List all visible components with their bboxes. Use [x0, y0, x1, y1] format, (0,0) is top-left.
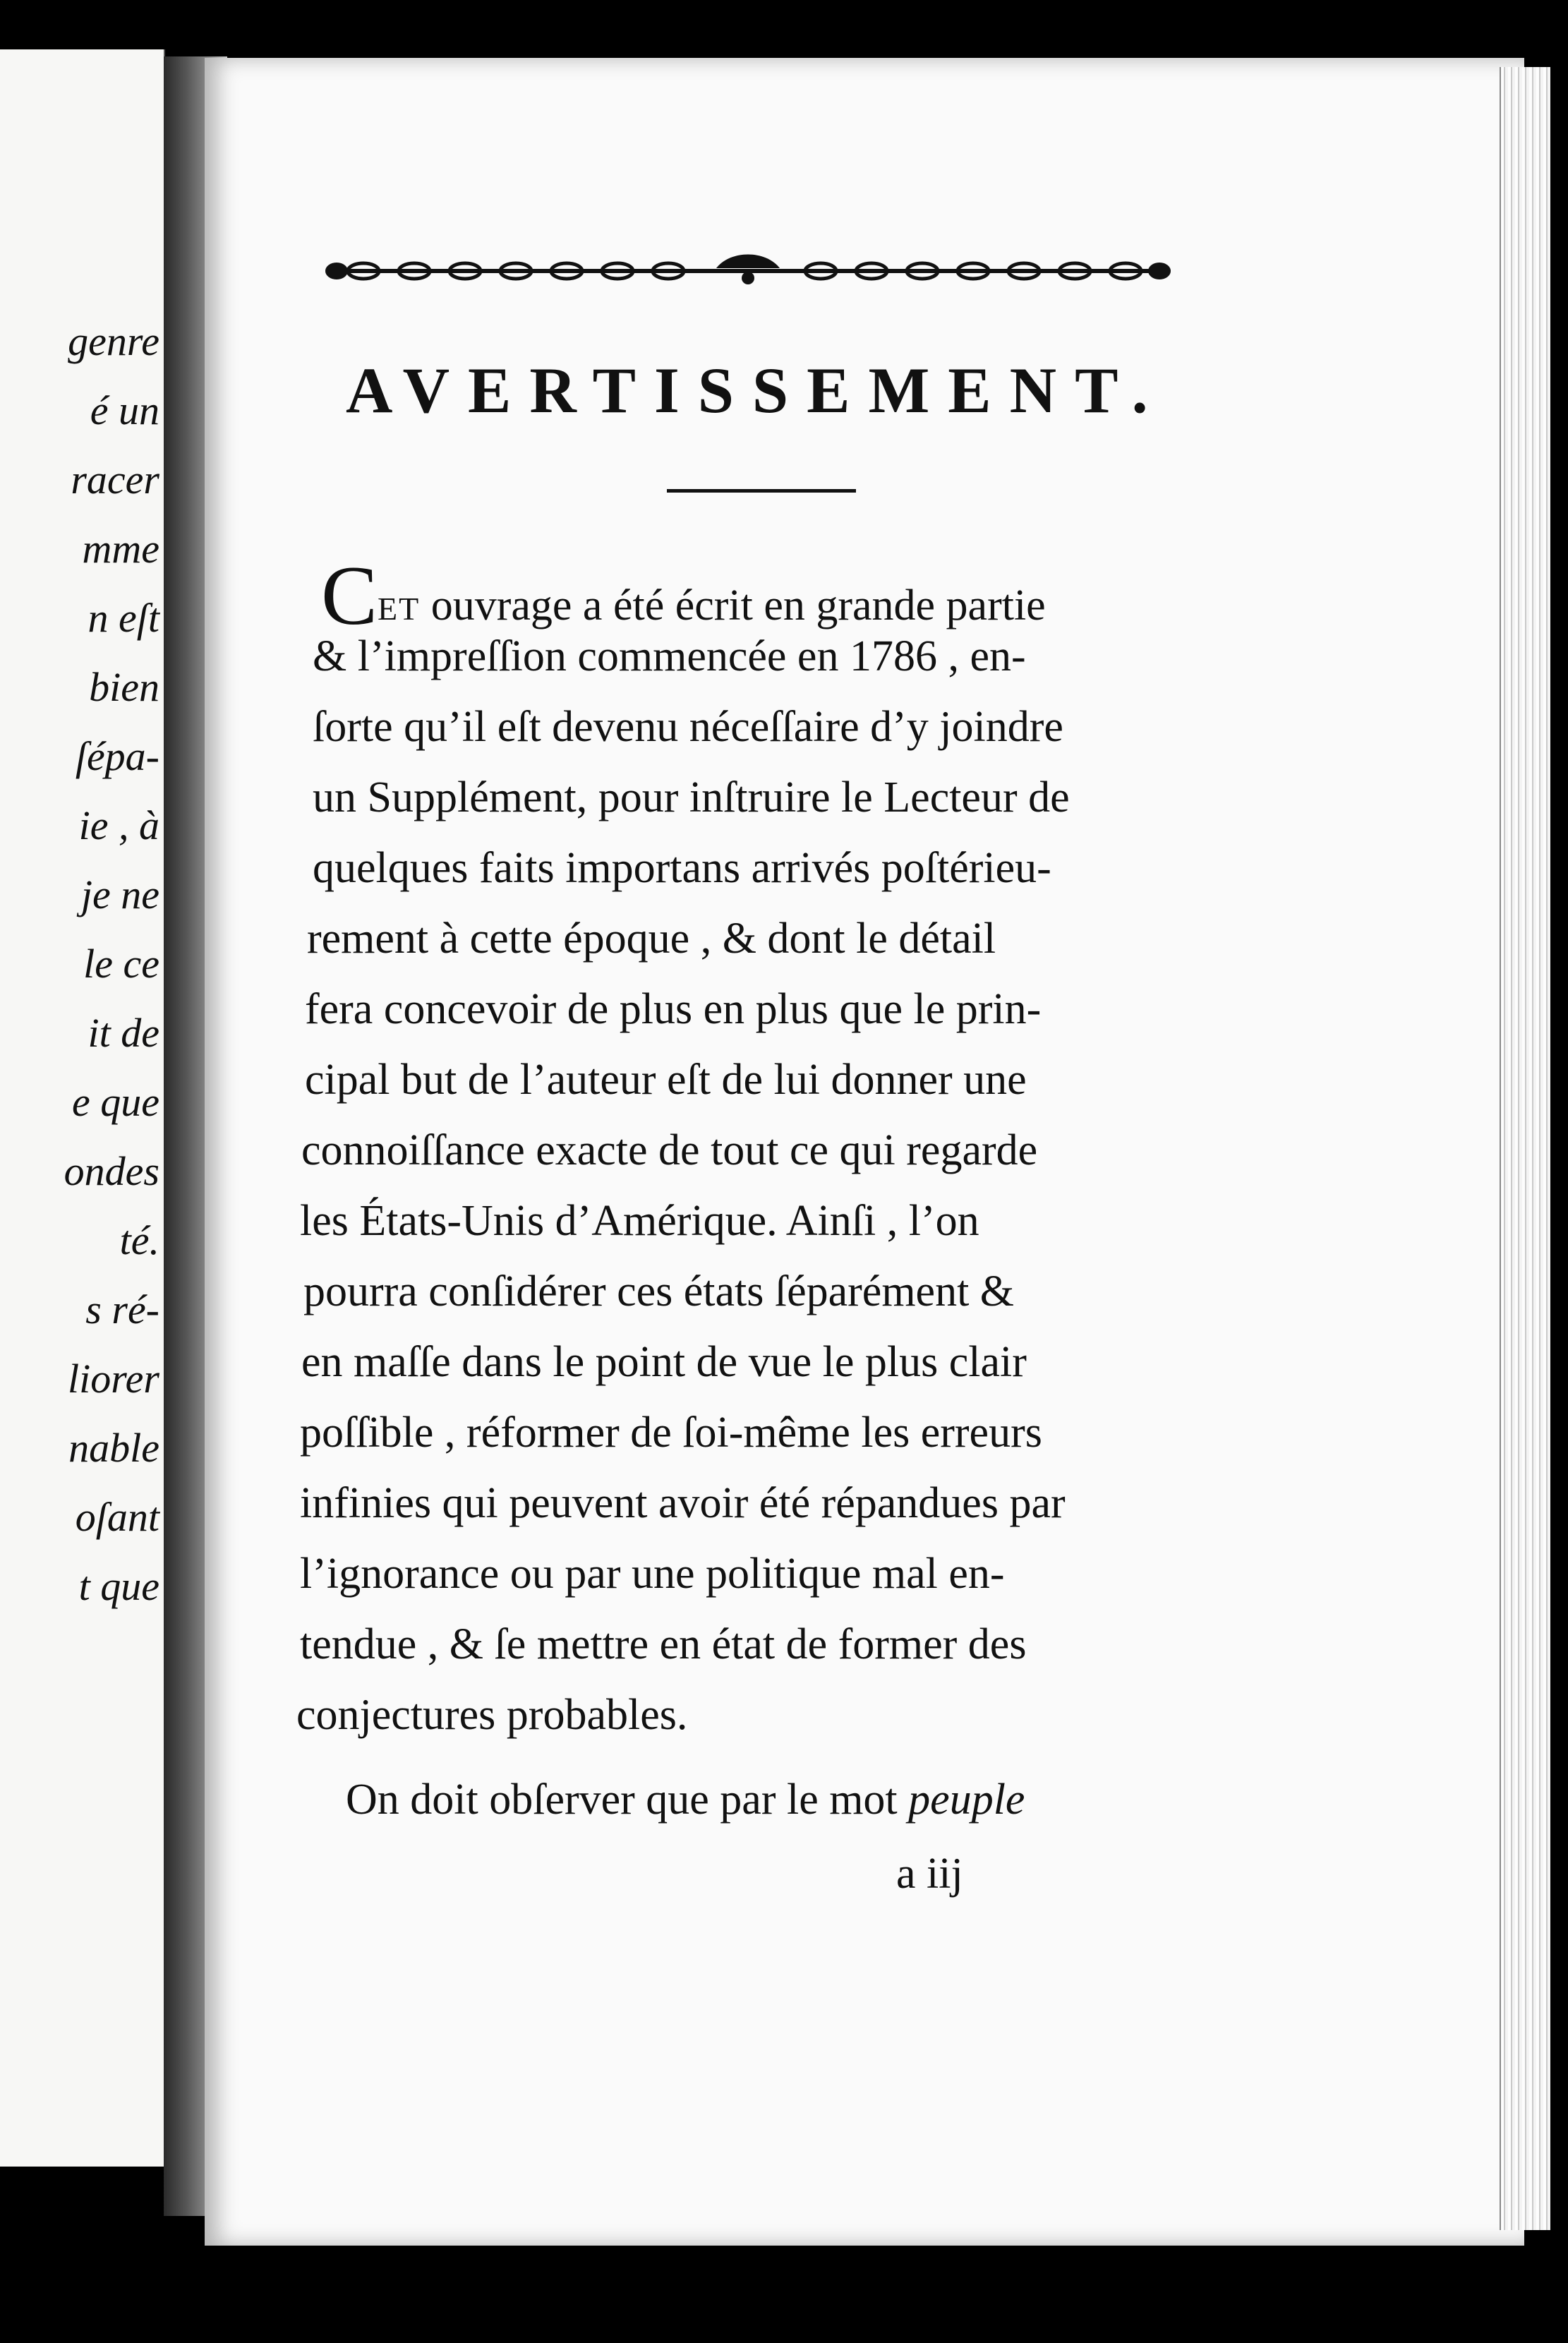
paragraph-line-16: tendue , & ſe mettre en état de former des	[300, 1620, 1027, 1668]
verso-text-fragment: ie , à	[78, 802, 159, 848]
verso-text-fragment: nable	[68, 1425, 159, 1471]
paragraph-line-8: cipal but de l’auteur eſt de lui donner une	[305, 1056, 1027, 1104]
verso-text-fragment: bien	[89, 664, 159, 710]
paragraph-line-12: en maſſe dans le point de vue le plus clair	[301, 1338, 1027, 1386]
verso-text-fragment: genre	[68, 318, 159, 364]
paragraph-line-13: poſſible , réformer de ſoi-même les erreurs	[300, 1409, 1042, 1457]
paragraph-line-9: connoiſſance exacte de tout ce qui regarde	[301, 1126, 1038, 1174]
signature-mark: a iij	[896, 1850, 963, 1898]
small-caps-text: ET	[378, 591, 421, 627]
verso-text-fragment: t que	[78, 1563, 159, 1609]
line-text: ouvrage a été écrit en grande partie	[420, 582, 1046, 630]
paragraph-line-1	[321, 548, 1046, 642]
verso-text-fragment: é un	[90, 387, 159, 433]
verso-text-fragment: je ne	[80, 872, 159, 917]
verso-text-fragment: n eſt	[88, 595, 159, 641]
verso-text-fragment: ondes	[64, 1148, 159, 1194]
paragraph-line-10: les États-Unis d’Amérique. Ainſi , l’on	[300, 1197, 979, 1245]
paragraph-line-3: ſorte qu’il eſt devenu néceſſaire d’y joindre	[313, 703, 1063, 751]
paragraph-line-7: fera concevoir de plus en plus que le prin-	[305, 985, 1042, 1033]
paragraph-line-2: & l’impreſſion commencée en 1786 , en-	[313, 632, 1026, 680]
paragraph-line-11: pourra conſidérer ces états ſéparément &	[303, 1267, 1015, 1315]
italic-word: peuple	[908, 1776, 1025, 1824]
verso-text-fragment: liorer	[68, 1356, 159, 1402]
line-text: On doit obſerver que par le mot	[346, 1776, 909, 1824]
verso-text-fragment: mme	[82, 526, 159, 572]
paragraph-line-14: infinies qui peuvent avoir été répandues par	[300, 1479, 1066, 1527]
drop-initial: C	[321, 548, 378, 642]
verso-text-fragment: s ré-	[85, 1287, 159, 1332]
verso-text-fragment: le ce	[83, 941, 159, 987]
paragraph-line-17: conjectures probables.	[296, 1691, 688, 1739]
page-title: AVERTISSEMENT.	[346, 354, 1166, 426]
verso-text-fragment: racer	[71, 457, 159, 502]
paragraph-line-4: un Supplément, pour inſtruire le Lecteur de	[313, 773, 1070, 821]
verso-text-fragment: ſépa-	[75, 733, 159, 779]
paragraph-line-6: rement à cette époque , & dont le détail	[307, 915, 996, 963]
page-edges	[1500, 67, 1550, 2230]
verso-text-fragment: it de	[88, 1010, 159, 1056]
verso-text-fragment: té.	[119, 1217, 159, 1263]
paragraph-line-5: quelques faits importans arrivés poſtérieu-	[313, 844, 1051, 892]
verso-page	[0, 49, 165, 2167]
ornamental-headpiece	[321, 248, 1175, 291]
title-rule	[667, 489, 856, 493]
paragraph-line-15: l’ignorance ou par une politique mal en-	[300, 1550, 1005, 1598]
verso-text-fragment: oſant	[75, 1494, 159, 1540]
paragraph-2-line	[346, 1775, 1025, 1825]
verso-text-fragment: e que	[72, 1079, 159, 1125]
